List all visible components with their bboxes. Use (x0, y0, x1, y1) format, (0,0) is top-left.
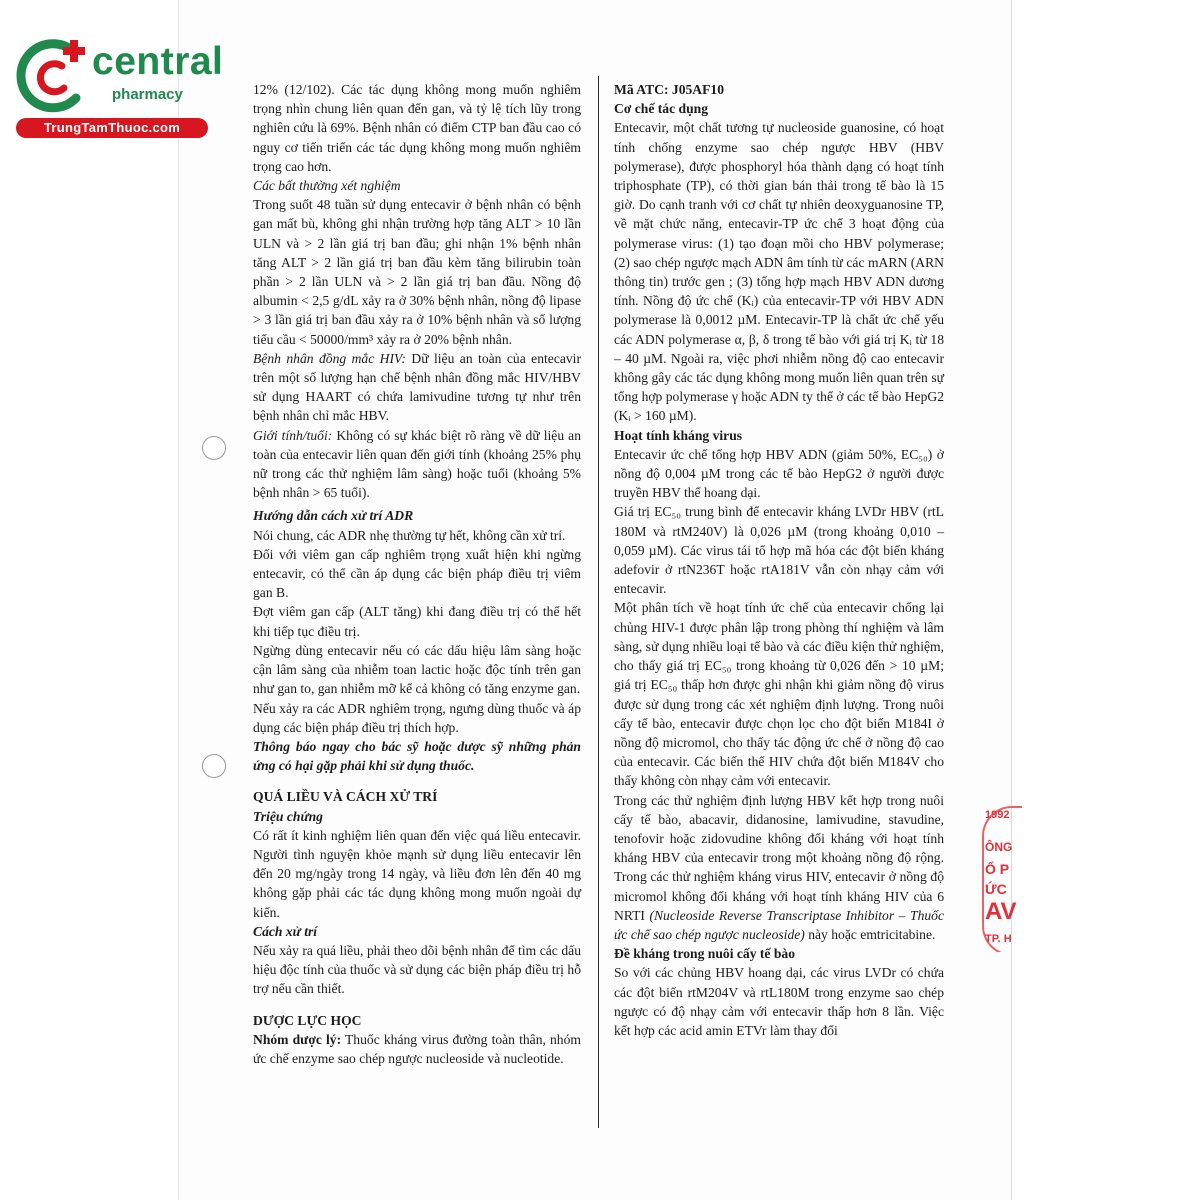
left-column (253, 80, 581, 1068)
section-title: Đề kháng trong nuôi cấy tế bào (614, 946, 796, 962)
paragraph: Nếu xảy ra các ADR nghiêm trọng, ngưng dùng thuốc và áp dụng các biện pháp điều trị thích hợp. (253, 700, 581, 735)
stamp-text: 1992 (985, 809, 1010, 821)
paragraph-lead: Nhóm dược lý: (253, 1031, 342, 1047)
paragraph: Đối với viêm gan cấp nghiêm trọng xuất hiện khi ngừng entecavir, có thể cần áp dụng các biện pháp điều trị viêm gan B. (253, 546, 581, 601)
punch-hole (202, 436, 226, 460)
column-divider (598, 76, 599, 1128)
paragraph: Ngừng dùng entecavir nếu có các dấu hiệu lâm sàng hoặc cận lâm sàng của nhiễm toan lactic hoặc độc tính trên gan như gan to, gan nhiễm mỡ kể cả không có tăng enzyme gan. (253, 642, 581, 697)
paragraph: Entecavir, một chất tương tự nucleoside guanosine, có hoạt tính chống enzyme sao chép ngược HBV (HBV polymerase), được phosphoryl hóa thành dạng có hoạt tính triphosphate (TP), có thời gian bán thải trong tế bào là 15 giờ. Do cạnh tranh với cơ chất tự nhiên deoxyguanosine TP, về mặt chức năng, entecavir-TP ức chế 3 hoạt động của polymerase virus: (1) tạo đoạn mồi cho HBV polymerase; (2) sao chép ngược mạch ADN âm tính từ các mARN (ARN thông tin) trước gen ; (3) tổng hợp mạch HBV ADN dương tính. Nồng độ ức chế (Kᵢ) của entecavir-TP với HBV ADN polymerase là 0,0012 µM. Entecavir-TP là chất ức chế yếu các ADN polymerase α, β, δ trong tế bào với giá trị Kᵢ từ 18 – 40 µM. Ngoài ra, việc phơi nhiễm nồng độ cao entecavir không gây các tác dụng không mong muốn liên quan trên sự tổng hợp polymerase γ hoặc ADN ty thể ở các tế bào HepG2 (Kᵢ > 160 µM). (614, 120, 944, 424)
paragraph-text: Không có sự khác biệt rõ ràng về dữ liệu an toàn của entecavir liên quan đến giới tính (khoảng 25% phụ nữ trong các thử nghiệm lâm sàng) hoặc tuổi (khoảng 5% bệnh nhân > 65 tuổi). (253, 427, 582, 501)
paragraph: Nếu xảy ra quá liều, phải theo dõi bệnh nhân để tìm các dấu hiệu độc tính của thuốc và sử dụng các biện pháp điều trị hỗ trợ nếu cần thiết. (253, 942, 581, 997)
company-stamp (982, 806, 1022, 952)
paragraph (253, 426, 581, 503)
subsection-title: Triệu chứng (253, 808, 323, 824)
stamp-text: ÔNG (985, 840, 1013, 854)
paragraph: Nói chung, các ADR nhẹ thường tự hết, không cần xử trí. (253, 527, 566, 543)
stamp-text: AV (985, 898, 1017, 925)
paragraph: Có rất ít kinh nghiệm liên quan đến việc quá liều entecavir. Người tình nguyện khỏe mạnh sử dụng liều entecavir lên đến 20 mg/ngày trong 14 ngày, và liều đơn lên đến 40 mg không gặp phải các tác dụng không mong muốn ngoài dự kiến. (253, 827, 581, 920)
paragraph-italic: (Nucleoside Reverse Transcriptase Inhibitor – Thuốc ức chế sao chép ngược nucleoside) (614, 907, 945, 942)
stamp-text: Ổ P (985, 861, 1010, 877)
paragraph: Trong suốt 48 tuần sử dụng entecavir ở bệnh nhân có bệnh gan mất bù, không ghi nhận trường hợp tăng ALT > 10 lần ULN và > 2 lần giá trị ban đầu; ghi nhận 1% bệnh nhân tăng ALT > 2 lần giá trị ban đầu kèm tăng bilirubin toàn phần > 2 lần ULN và > 2 lần giá trị ban đầu. Nồng độ albumin < 2,5 g/dL xảy ra ở 30% bệnh nhân, nồng độ lipase > 3 lần giá trị ban đầu xảy ra ở 10% bệnh nhân và số lượng tiểu cầu < 50000/mm³ xảy ra ở 20% bệnh nhân. (253, 197, 581, 347)
subsection-title: Cách xử trí (253, 923, 318, 939)
paragraph-text: Trong các thử nghiệm định lượng HBV kết hợp trong nuôi cấy tế bào, abacavir, didanosine, lamivudine, stavudine, tenofovir hoặc zidovudine không đối kháng với hoạt tính kháng HBV của entecavir trong một khoảng nồng độ rộng. Trong các thử nghiệm kháng virus HIV, entecavir ở nồng độ micromol không đối kháng với hoạt tính kháng HIV của 6 NRTI (614, 792, 944, 923)
section-heading: DƯỢC LỰC HỌC (253, 1012, 362, 1028)
paragraph-lead: Bệnh nhân đồng mắc HIV: (253, 350, 406, 366)
right-column (614, 80, 944, 1040)
section-title: Hoạt tính kháng virus (614, 427, 743, 443)
paragraph-text: Thuốc kháng virus đường toàn thân, nhóm ức chế enzyme sao chép ngược nucleoside và nucleotide. (253, 1031, 581, 1066)
punch-hole (202, 754, 226, 778)
section-title: Mã ATC: J05AF10 (614, 82, 724, 97)
paragraph (614, 791, 944, 945)
paragraph: 12% (12/102). Các tác dụng không mong muốn nghiêm trọng nhìn chung liên quan đến gan, và tỷ lệ tích lũy trong nghiên cứu là 69%. Bệnh nhân có điểm CTP ban đầu cao có nguy cơ tiến triển các tác dụng không mong muốn nghiêm trọng cao hơn. (253, 82, 581, 174)
section-heading: QUÁ LIỀU VÀ CÁCH XỬ TRÍ (253, 789, 438, 805)
paragraph: Đợt viêm gan cấp (ALT tăng) khi đang điều trị có thể hết khi tiếp tục điều trị. (253, 604, 581, 639)
paragraph-text: này hoặc emtricitabine. (804, 926, 936, 942)
section-title: Cơ chế tác dụng (614, 101, 709, 117)
brand-name: central (92, 40, 224, 83)
paragraph: Entecavir ức chế tổng hợp HBV ADN (giảm 50%, EC₅₀) ở nồng độ 0,004 µM trong các tế bào HepG2 ở người được truyền HBV thể hoang dại. (614, 446, 944, 501)
paragraph: So với các chủng HBV hoang dại, các virus LVDr có chứa các đột biến rtM204V và rtL180M trong enzyme sao chép ngược có độ nhạy cảm với entecavir thấp hơn 8 lần. Việc kết hợp các acid amin ETVr làm thay đổi (614, 965, 944, 1038)
brand-subtitle: pharmacy (112, 86, 183, 103)
subsection-title: Hướng dẫn cách xử trí ADR (253, 508, 414, 524)
subsection-title: Thông báo ngay cho bác sỹ hoặc dược sỹ những phản ứng có hại gặp phải khi sử dụng thuốc. (253, 738, 581, 774)
paragraph-text: Dữ liệu an toàn của entecavir trên một số lượng hạn chế bệnh nhân đồng mắc HIV/HBV sử dụng HAART có chứa lamivudine tương tự như trên bệnh nhân chỉ mắc HBV. (253, 350, 581, 424)
paragraph: Một phân tích về hoạt tính ức chế của entecavir chống lại chủng HIV-1 được phân lập trong phòng thí nghiệm và lâm sàng, sử dụng nhiều loại tế bào và các điều kiện thử nghiệm, cho thấy giá trị EC₅₀ trong khoảng từ 0,026 đến > 10 µM; giá trị EC₅₀ thấp hơn được ghi nhận khi giảm nồng độ virus được sử dụng trong các xét nghiệm định lượng. Trong nuôi cấy tế bào, entecavir được chọn lọc cho đột biến M184I ở nồng độ micromol, cho thấy tác động ức chế ở nồng độ cao của entecavir. Các biến thể HIV chứa đột biến M184V cho thấy không còn nhạy cảm với entecavir. (614, 600, 944, 789)
paragraph (253, 1030, 581, 1068)
subsection-title: Các bất thường xét nghiệm (253, 178, 401, 194)
stamp-text: TP. H (985, 933, 1012, 945)
paragraph (253, 349, 581, 426)
pharmacy-cross-icon (10, 36, 100, 120)
paragraph: Giá trị EC₅₀ trung bình để entecavir kháng LVDr HBV (rtL 180M và rtM240V) là 0,026 µM (trong khoảng 0,010 – 0,059 µM). Các virus tái tổ hợp mã hóa các đột biến kháng adefovir ở rtN236T hoặc rtA181V vẫn còn nhạy cảm với entecavir. (614, 504, 944, 597)
stamp-text: ỨC (985, 881, 1007, 897)
paragraph-lead: Giới tính/tuổi: (253, 427, 333, 443)
website-banner: TrungTamThuoc.com (16, 118, 208, 138)
